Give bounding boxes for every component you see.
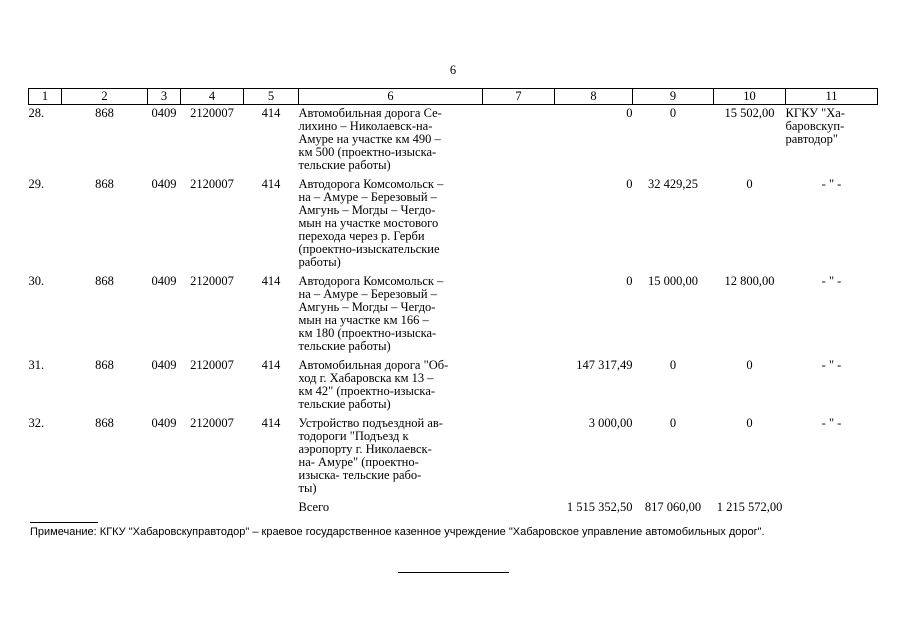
expense-type-cell: 414 — [261, 274, 281, 288]
target-article-cell: 2120007 — [190, 177, 234, 191]
section-cell: 0409 — [151, 177, 177, 191]
amount-cell: 12 800,00 — [724, 274, 775, 288]
column-header: 2 — [62, 89, 148, 105]
row-number-cell: 30. — [28, 274, 45, 288]
object-name-cell — [299, 275, 483, 353]
customer-cell — [786, 178, 878, 269]
amount-cell: 0 — [626, 106, 633, 120]
customer-cell — [786, 417, 878, 495]
cell-line: баровскуп- — [785, 119, 845, 133]
target-article-cell: 2120007 — [190, 274, 234, 288]
empty-cell — [244, 501, 299, 514]
cell-line: перехода через р. Герби — [298, 229, 425, 243]
amount-cell: 32 429,25 — [648, 177, 698, 191]
cell-line: Устройство подъездной ав- — [298, 416, 443, 430]
cell-line: (проектно-изыскательские — [298, 242, 440, 256]
cell-line: на- Амуре" (проектно- — [298, 455, 419, 469]
column-header: 7 — [483, 89, 555, 105]
empty-cell — [62, 501, 148, 514]
page-number: 6 — [449, 63, 457, 77]
table-row — [29, 105, 878, 173]
amount-cell: 15 502,00 — [724, 106, 775, 120]
empty-cell — [483, 275, 555, 353]
expense-type-cell: 414 — [261, 177, 281, 191]
target-article-cell: 2120007 — [190, 358, 234, 372]
amount-cell: 0 — [669, 416, 677, 430]
row-number-cell: 32. — [28, 416, 45, 430]
cell-line: Автомобильная дорога "Об- — [298, 358, 449, 372]
cell-line: Амуре на участке км 490 – — [298, 132, 441, 146]
section-cell: 0409 — [151, 416, 177, 430]
object-name-cell — [299, 178, 483, 269]
cell-line: КГКУ "Ха- — [785, 106, 845, 120]
cell-line: - " - — [821, 358, 842, 372]
customer-cell — [786, 275, 878, 353]
code-cell: 868 — [95, 177, 114, 191]
cell-line: равтодор" — [785, 132, 839, 146]
cell-line: - " - — [821, 416, 842, 430]
empty-cell — [483, 417, 555, 495]
empty-cell — [483, 359, 555, 411]
section-cell: 0409 — [151, 274, 177, 288]
budget-table — [28, 88, 878, 514]
amount-cell: 0 — [626, 177, 633, 191]
table-row — [29, 178, 878, 269]
code-cell: 868 — [95, 416, 114, 430]
column-header: 5 — [244, 89, 299, 105]
amount-cell: 0 — [746, 358, 753, 372]
cell-line: тодороги "Подъезд к — [298, 429, 409, 443]
cell-line: Амгунь – Могды – Чегдо- — [298, 203, 436, 217]
code-cell: 868 — [95, 358, 114, 372]
cell-line: на – Амуре – Березовый – — [298, 190, 437, 204]
amount-cell: 147 317,49 — [576, 358, 633, 372]
cell-line: изыска- тельские рабо- — [298, 468, 422, 482]
cell-line: Автодорога Комсомольск – — [298, 274, 444, 288]
amount-cell: 0 — [669, 106, 677, 120]
expense-type-cell: 414 — [261, 416, 281, 430]
cell-line: км 180 (проектно-изыска- — [298, 326, 437, 340]
cell-line: тельские работы) — [298, 158, 391, 172]
column-header: 3 — [148, 89, 181, 105]
cell-line: - " - — [821, 177, 842, 191]
object-name-cell — [299, 105, 483, 173]
cell-line: км 500 (проектно-изыска- — [298, 145, 437, 159]
table-row — [29, 417, 878, 495]
object-name-cell — [299, 417, 483, 495]
total-amount: 1 515 352,50 — [566, 500, 633, 514]
cell-line: тельские работы) — [298, 339, 391, 353]
amount-cell: 0 — [669, 358, 677, 372]
customer-cell — [786, 105, 878, 173]
total-amount: 1 215 572,00 — [716, 500, 783, 514]
cell-line: Автомобильная дорога Се- — [298, 106, 442, 120]
expense-type-cell: 414 — [261, 358, 281, 372]
section-cell: 0409 — [151, 358, 177, 372]
cell-line: Амгунь – Могды – Чегдо- — [298, 300, 436, 314]
code-cell: 868 — [95, 274, 114, 288]
table-row — [29, 275, 878, 353]
expense-type-cell: 414 — [261, 106, 281, 120]
cell-line: мын на участке км 166 – — [298, 313, 429, 327]
empty-cell — [483, 501, 555, 514]
amount-cell: 0 — [746, 177, 753, 191]
cell-line: - " - — [821, 274, 842, 288]
code-cell: 868 — [95, 106, 114, 120]
footnote: Примечание: КГКУ "Хабаровскуправтодор" – краевое государственное казенное учреждение "Хабаровское управление автомобильных дорог". — [30, 526, 765, 538]
cell-line: аэропорту г. Николаевск- — [298, 442, 432, 456]
row-number-cell: 31. — [28, 358, 45, 372]
amount-cell: 0 — [626, 274, 633, 288]
cell-line: работы) — [298, 255, 341, 269]
cell-line: ты) — [298, 481, 317, 495]
target-article-cell: 2120007 — [190, 416, 234, 430]
column-header: 4 — [181, 89, 244, 105]
empty-cell — [181, 501, 244, 514]
column-header: 8 — [555, 89, 633, 105]
column-header: 9 — [633, 89, 714, 105]
cell-line: ход г. Хабаровска км 13 – — [298, 371, 434, 385]
cell-line: тельские работы) — [298, 397, 391, 411]
amount-cell: 3 000,00 — [588, 416, 633, 430]
empty-cell — [786, 501, 878, 514]
empty-cell — [483, 105, 555, 173]
object-name-cell — [299, 359, 483, 411]
cell-line: мын на участке мостового — [298, 216, 439, 230]
end-rule — [398, 572, 509, 573]
empty-cell — [148, 501, 181, 514]
amount-cell: 0 — [746, 416, 753, 430]
amount-cell: 15 000,00 — [648, 274, 698, 288]
section-cell: 0409 — [151, 106, 177, 120]
cell-line: на – Амуре – Березовый – — [298, 287, 437, 301]
total-row — [29, 501, 878, 514]
column-header: 10 — [714, 89, 786, 105]
row-number-cell: 28. — [28, 106, 45, 120]
cell-line: км 42" (проектно-изыска- — [298, 384, 436, 398]
header-row — [29, 89, 878, 105]
total-label: Всего — [298, 500, 330, 514]
table-row — [29, 359, 878, 411]
column-header: 6 — [299, 89, 483, 105]
cell-line: лихино – Николаевск-на- — [298, 119, 433, 133]
cell-line: Автодорога Комсомольск – — [298, 177, 444, 191]
empty-cell — [29, 501, 62, 514]
target-article-cell: 2120007 — [190, 106, 234, 120]
empty-cell — [483, 178, 555, 269]
customer-cell — [786, 359, 878, 411]
row-number-cell: 29. — [28, 177, 45, 191]
column-header: 1 — [29, 89, 62, 105]
footnote-separator — [30, 522, 98, 523]
column-header: 11 — [786, 89, 878, 105]
total-amount: 817 060,00 — [644, 500, 702, 514]
